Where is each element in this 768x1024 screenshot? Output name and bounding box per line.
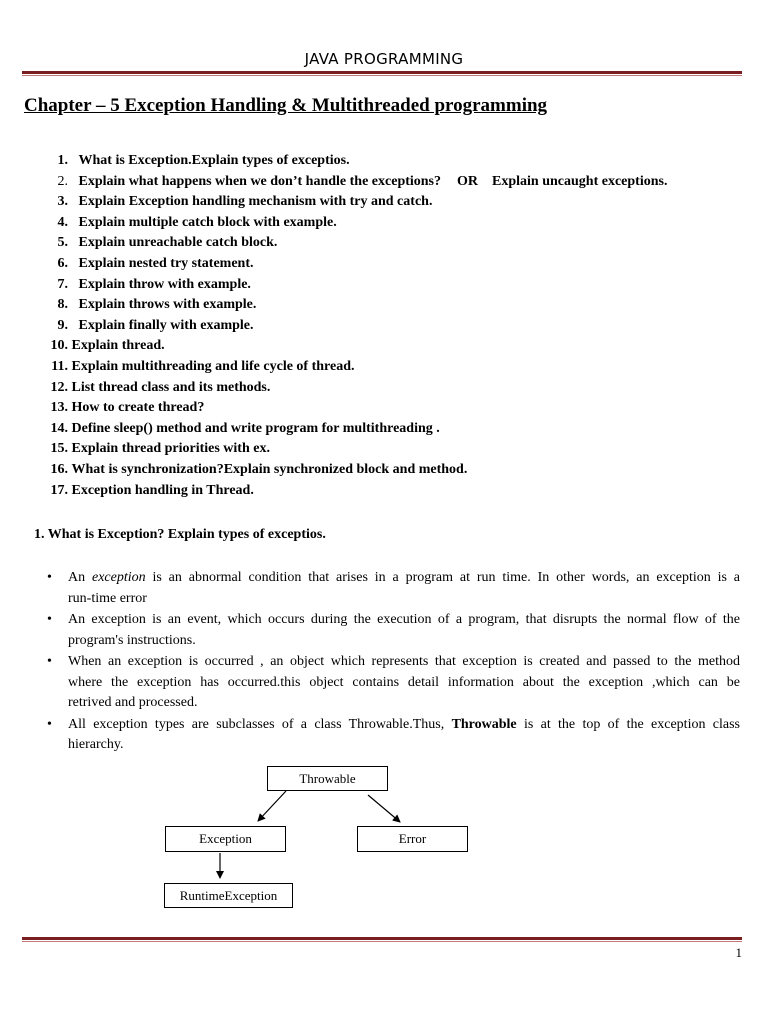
list-item: 3. Explain Exception handling mechanism with try and catch.: [57, 194, 433, 210]
page-number: 1: [735, 945, 742, 960]
list-item: 8. Explain throws with example.: [57, 297, 257, 313]
exception-box: Exception: [165, 826, 286, 852]
list-item: 5. Explain unreachable catch block.: [57, 235, 278, 251]
list-item: 4. Explain multiple catch block with example.: [57, 214, 337, 230]
question-list: [30, 151, 740, 501]
section-heading: 1. What is Exception? Explain types of exceptios.: [34, 527, 326, 542]
list-item: 1. What is Exception.Explain types of exceptios.: [57, 153, 350, 168]
list-item: 15. Explain thread priorities with ex.: [50, 441, 270, 457]
arrow-throwable-to-exception: [258, 791, 286, 821]
list-item: 17. Exception handling in Thread.: [50, 482, 254, 498]
bullet-list: [47, 568, 740, 757]
list-item: • All exception types are subclasses of a class Throwable.Thus, Throwable is at the top of the exception class hierarchy.: [47, 715, 740, 756]
list-item: 10. Explain thread.: [50, 338, 165, 354]
list-item: 14. Define sleep() method and write program for multithreading .: [50, 420, 440, 436]
list-item: 6. Explain nested try statement.: [57, 255, 254, 271]
arrow-throwable-to-error: [368, 795, 400, 822]
list-item: 2. Explain what happens when we don’t handle the exceptions? OR Explain uncaught exceptions.: [57, 173, 668, 189]
list-item: • An exception is an event, which occurs during the execution of a program, that disrupts the normal flow of the program's instructions.: [47, 610, 740, 651]
chapter-title: Chapter – 5 Exception Handling & Multithreaded programming: [24, 95, 548, 116]
page-header-title: JAVA PROGRAMMING: [304, 50, 464, 68]
footer-rule: [22, 937, 742, 942]
header-rule: [22, 71, 742, 76]
list-item: 9. Explain finally with example.: [57, 317, 254, 333]
list-item: 11. Explain multithreading and life cycle of thread.: [51, 358, 355, 374]
list-item: • An exception is an abnormal condition that arises in a program at run time. In other words, an exception is a run-time error: [47, 568, 740, 609]
list-item: 7. Explain throw with example.: [57, 276, 251, 292]
list-item: • When an exception is occurred , an object which represents that exception is created and passed to the method where the exception has occurred.this object contains detail information about the exception ,which can be retrived and processed.: [47, 652, 740, 714]
runtime-exception-box: RuntimeException: [164, 883, 293, 908]
throwable-box: Throwable: [267, 766, 388, 791]
error-box: Error: [357, 826, 468, 852]
list-item: 16. What is synchronization?Explain synchronized block and method.: [50, 461, 468, 477]
list-item: 13. How to create thread?: [50, 400, 205, 416]
list-item: 12. List thread class and its methods.: [50, 379, 271, 395]
